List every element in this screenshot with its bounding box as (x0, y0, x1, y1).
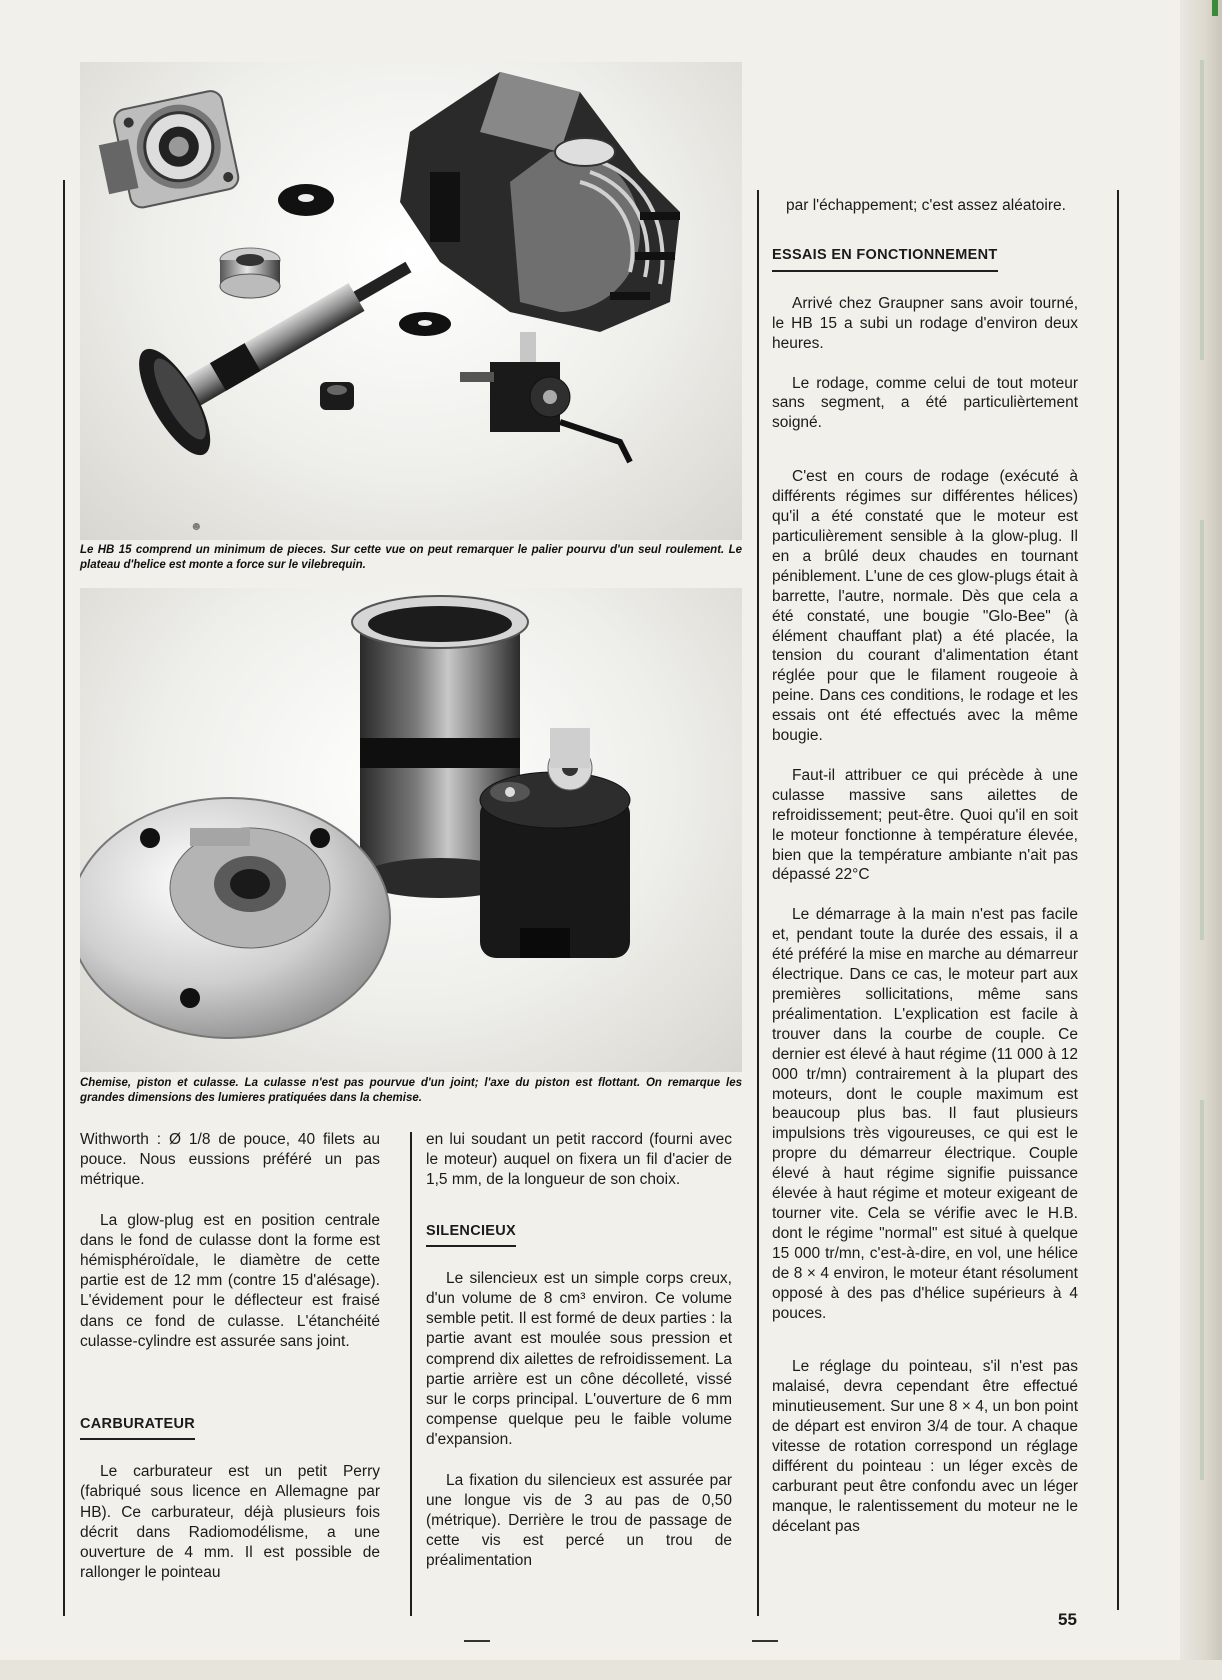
svg-text:☻: ☻ (190, 519, 203, 533)
section-heading: SILENCIEUX (426, 1221, 516, 1247)
crankshaft (126, 215, 439, 465)
paragraph: Faut-il attribuer ce qui précède à une culasse massive sans ailettes de refroidissement; peut-être. Quoi qu'il en soit le moteur fonctionne à température élevée, bien que la température ambiante n'ait pas dépassé 22°C (772, 766, 1078, 884)
paragraph: par l'échappement; c'est assez aléatoire. (786, 197, 1066, 214)
paragraph: C'est en cours de rodage (exécuté à différents régimes sur différentes hélices) qu'il a été constaté que le moteur est particulièrement sensible à la glow-plug. Il en a brûlé deux chaudes en tournant péniblement. L'une de ces glow-plugs était à barrette, l'autre, normale. Dès que cela a été constaté, une bougie "Glo-Bee" (à élément chauffant plat) a été placée, la tension du courant d'alimentation étant réglée pour que le filament rougeoie à peine. Dans ces conditions, le rodage et les essais ont été effectués avec la même bougie. (772, 468, 1078, 745)
paragraph: Le démarrage à la main n'est pas facile et, pendant toute la durée des essais, il a été préféré la mise en marche au démarreur électrique. Dans ce cas, le moteur part aux premières sollicitations, même sans préalimentation. L'explication est facile à trouver dans la courbe de couple. Ce dernier est élevé à haut régime (11 000 à 12 000 tr/mn) contrairement à la plupart des moteurs, dont le couple maximum est beaucoup plus bas. Il faut plusieurs impulsions très vigoureuses, ce qui est le propre du démarreur électrique. Couple élevé à haut régime signifie puissance élevée à haut régime et moteur exigeant de tourner vite. Cela se vérifie avec le H.B. dont le régime "normal" est situé à quelque 15 000 tr/mn, c'est-à-dire, en vol, une hélice de 8 × 4 environ, le moteur étant résolument opposé à des pas d'hélice supérieurs à 4 pouces. (772, 906, 1078, 1322)
crankcase (400, 72, 680, 332)
column-rule (1117, 190, 1119, 1610)
section-heading: CARBURATEUR (80, 1414, 195, 1440)
paragraph: Withworth : Ø 1/8 de pouce, 40 filets au pouce. Nous eussions préféré un pas métrique. (80, 1131, 380, 1189)
column-rule (757, 190, 759, 1616)
paragraph: Le rodage, comme celui de tout moteur sans segment, a été particulièrtement soigné. (772, 374, 1078, 432)
column-rule (410, 1132, 412, 1616)
middle-column (426, 1130, 732, 1592)
column-rule (63, 180, 65, 1616)
footer-mark (752, 1640, 778, 1642)
page-edge-mark (1212, 0, 1218, 16)
liner-piston-head-photo (80, 588, 742, 1072)
paragraph: en lui soudant un petit raccord (fourni avec le moteur) auquel on fixera un fil d'acier de 1,5 mm, de la longueur de son choix. (426, 1131, 732, 1189)
footer-mark (464, 1640, 490, 1642)
right-column (772, 196, 1078, 1557)
carburettor (460, 332, 630, 462)
page-bottom-edge (0, 1660, 1222, 1680)
left-column (80, 1130, 380, 1603)
section-heading: ESSAIS EN FONCTIONNEMENT (772, 246, 998, 272)
page-edge-streak (1200, 520, 1204, 940)
paragraph: Le carburateur est un petit Perry (fabriqué sous licence en Allemagne par HB). Ce carburateur, déjà plusieurs fois décrit dans Radiomodélisme, a une ouverture de 4 mm. Il est possible de rallonger le pointeau (80, 1463, 380, 1582)
paragraph: Le silencieux est un simple corps creux, d'un volume de 8 cm³ environ. Ce volume semble petit. Il est formé de deux parties : la partie avant est moulée sous pression et comprend dix ailettes de refroidissement. La partie arrière est un cône décolleté, vissé sur le corps principal. L'ouverture de 6 mm compense quelque peu le faible volume d'expansion. (426, 1269, 732, 1449)
paragraph: Arrivé chez Graupner sans avoir tourné, le HB 15 a subi un rodage d'environ deux heures. (772, 294, 1078, 352)
page-edge-streak (1200, 1100, 1204, 1480)
cylinder-head (80, 798, 390, 1038)
figure-caption: Chemise, piston et culasse. La culasse n'est pas pourvue d'un joint; l'axe du piston est flottant. On remarque les grandes dimensions des lumieres pratiquées dans la chemise. (80, 1077, 742, 1104)
front-housing (93, 89, 241, 214)
paragraph: Le réglage du pointeau, s'il n'est pas malaisé, devra cependant être effectué minutieusement. Sur une 8 × 4, un bon point de départ est environ 3/4 de tour. A chaque vitesse de rotation correspond un réglage différent du pointeau : un léger excès de carburant peut être confondu avec un léger manque, le ralentissement du moteur ne le décelant pas (772, 1358, 1078, 1535)
page-number: 55 (1058, 1610, 1077, 1629)
paragraph: La glow-plug est en position centrale dans le fond de culasse dont la forme est hémisphéroïdale, le diamètre de cette partie est de 12 mm (contre 15 d'alésage). L'évidement pour le déflecteur est fraisé dans ce fond de culasse. L'étanchéité culasse-cylindre est assurée sans joint. (80, 1211, 380, 1350)
paragraph: La fixation du silencieux est assurée par une longue vis de 3 au pas de 0,50 (métrique). Derrière le trou de passage de cette vis est percé un trou de préalimentation (426, 1471, 732, 1570)
engine-parts-photo (80, 62, 742, 540)
page-edge-streak (1200, 60, 1204, 360)
figure-caption: Le HB 15 comprend un minimum de pieces. Sur cette vue on peut remarquer le palier pourvu d'un seul roulement. Le plateau d'helice est monte a force sur le vilebrequin. (80, 544, 742, 571)
